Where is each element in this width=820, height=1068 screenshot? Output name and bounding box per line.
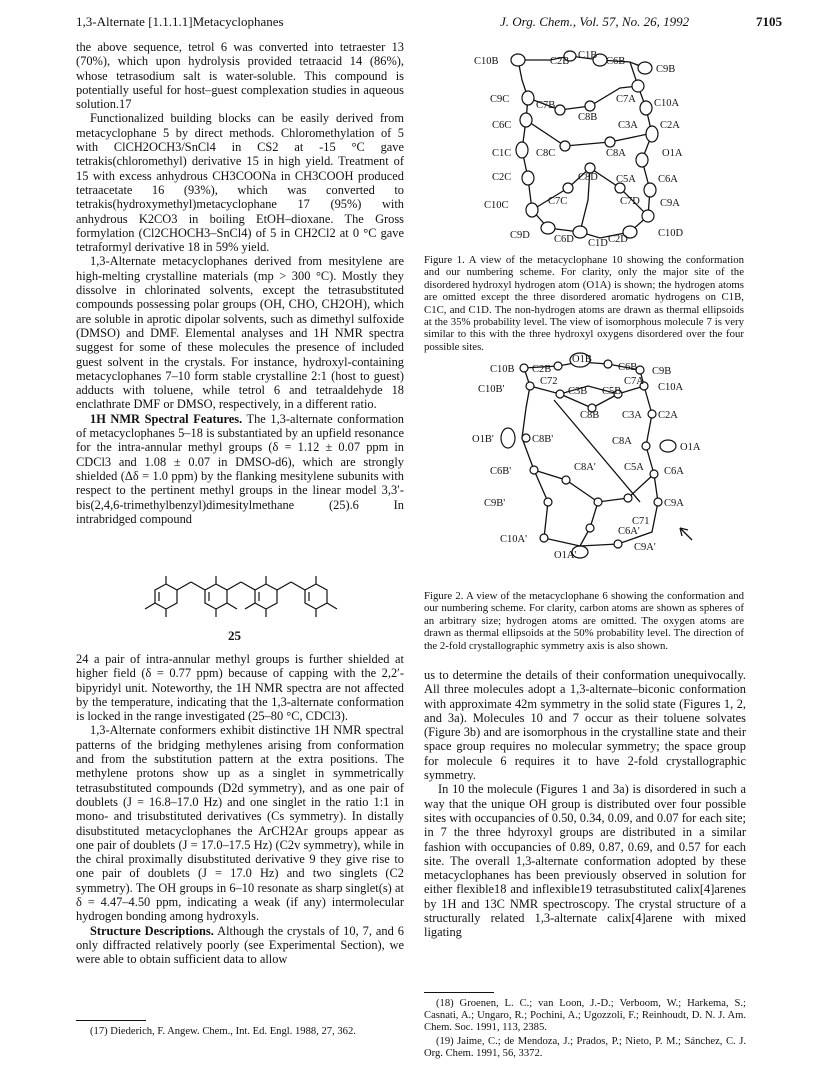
footnote-rule xyxy=(76,1020,146,1021)
svg-text:C6D: C6D xyxy=(554,234,574,245)
svg-text:C2C: C2C xyxy=(492,172,512,183)
svg-text:O1A: O1A xyxy=(680,442,701,453)
svg-text:C8D: C8D xyxy=(578,172,598,183)
svg-text:C71: C71 xyxy=(632,516,650,527)
svg-text:C9A': C9A' xyxy=(634,542,656,553)
svg-text:C72: C72 xyxy=(540,376,558,387)
footnote: (18) Groenen, L. C.; van Loon, J.-D.; Verboom, W.; Harkema, S.; Casnati, A.; Ungaro, R.; Pochini, A.; Ugozzoli, F.; Reinhoudt, D. N. J. Am. Chem. Soc. 1991, 113, 2385. xyxy=(424,998,746,1034)
footnote: (19) Jaime, C.; de Mendoza, J.; Prados, P.; Nieto, P. M.; Sánchez, C. J. Org. Chem. 1991, 56, 3372. xyxy=(424,1036,746,1060)
svg-text:C7D: C7D xyxy=(620,196,640,207)
svg-text:C9D: C9D xyxy=(510,230,530,241)
figure-2-ortep xyxy=(468,352,734,584)
right-column xyxy=(424,668,746,940)
svg-text:C8A: C8A xyxy=(612,436,632,447)
paragraph: us to determine the details of their conformation unequivocally. All three molecules adopt a 1,3-alternate–biconic conformation with approximate 42m symmetry in the solid state (Figures 1, 2, and 3a). Molecules 10 and 7 occur as their toluene solvates (Figure 3b) and are isomorphous in the crystalline state and their space group requires no molecular symmetry; the space group for molecule 6 requires it to have 2-fold crystallographic symmetry. xyxy=(424,668,746,783)
left-column xyxy=(76,40,404,526)
paragraph: 24 a pair of intra-annular methyl groups is further shielded at higher field (δ = 0.77 ppm) because of capping with the 2,2′-bipyridyl unit. Noteworthy, the 1H NMR spectra are not affected by the temperature, indicating that the 1,3-alternate conformation is locked in the range investigated (25–80 °C, CDCl3). xyxy=(76,652,404,724)
journal-citation: J. Org. Chem., Vol. 57, No. 26, 1992 xyxy=(500,14,690,29)
svg-text:O1A': O1A' xyxy=(554,550,577,561)
paragraph: 1,3-Alternate metacyclophanes derived from mesitylene are high-melting crystalline materials (mp > 300 °C). Mostly they dissolve in chlorinated solvents, except the tetrasubstituted compounds possessing polar groups (OH, CHO, CH2OH), which are soluble in aprotic dipolar solvents, such as dimethyl sulfoxide (DMSO) and DMF. Elemental analyses and 1H NMR spectra suggest for some of these molecules the presence of included guest solvent in the crystals. For instance, hydroxyl-containing metacyclophanes 7–10 form stable crystalline 2:1 (host to guest) adducts with toluene, while tetrol 6 and tetraaldehyde 18 enclathrate DMF or DMSO, respectively, in a different ratio. xyxy=(76,254,404,412)
svg-text:C10B': C10B' xyxy=(478,384,505,395)
svg-text:C9A: C9A xyxy=(664,498,684,509)
paragraph: In 10 the molecule (Figures 1 and 3a) is disordered in such a way that the unique OH group is distributed over four possible sites with occupancies of 0.50, 0.34, 0.09, and 0.07 for each site; in 7 the three hdyroxyl groups are distributed in a similar fashion with occupancies of 0.89, 0.87, 0.69, and 0.57 for each site. The overall 1,3-alternate conformation adopted by these metacyclophanes has been previously observed in solution for either flexible18 and inflexible19 tetrasubstituted calix[4]arenes by 1H and 13C NMR spectroscopy. The crystal structure of a structurally related 1,3-alternate calix[4]arene with mixed ligating xyxy=(424,782,746,940)
figure-2-caption: Figure 2. A view of the metacyclophane 6 showing the conformation and our numbering scheme. For clarity, carbon atoms are shown as spheres of an arbitrary size; hydrogen atoms are omitted. The oxygen atoms are drawn as thermal ellipsoids at the 50% probability level. The direction of the 2-fold crystallographic symmetry axis is also shown. xyxy=(424,590,744,652)
svg-text:C10A: C10A xyxy=(658,382,684,393)
svg-text:C6A: C6A xyxy=(664,466,684,477)
paragraph: 1H NMR Spectral Features. The 1,3-alternate conformation of metacyclophanes 5–18 is substantiated by an upfield resonance for the intra-annular methyl groups (δ = 1.12 ± 0.07 ppm in CDCl3 and 1.08 ± 0.07 in DMSO-d6), which are strongly shielded (Δδ = 1.0 ppm) by the flanking mesitylene subunits with respect to the pertinent methyl groups in the linear model 3,3′-bis(2,4,6-trimethylbenzyl)dimesitylmethane (25).6 In intrabridged compound xyxy=(76,411,404,526)
section-heading: 1H NMR Spectral Features. xyxy=(90,411,243,426)
svg-text:C7C: C7C xyxy=(548,196,568,207)
svg-text:C9B: C9B xyxy=(656,64,676,75)
svg-text:C2A: C2A xyxy=(658,410,678,421)
svg-text:C6B: C6B xyxy=(606,56,626,67)
figure-1-caption: Figure 1. A view of the metacyclophane 10 showing the conformation and our numbering scheme. For clarity, only the major site of the disordered hydroxyl hydrogen atom (O1A) is shown; the hydrogen atoms are omitted except the three disordered aromatic hydrogens on C1B, C1C, and C1D. The non-hydrogen atoms are drawn as thermal ellipsoids at the 35% probability level. The view of isomorphous molecule 7 is very similar to this with the three hydroxyl oxygens disordered over the four possible sites. xyxy=(424,254,744,353)
section-heading: Structure Descriptions. xyxy=(90,923,214,938)
svg-text:C6A': C6A' xyxy=(618,526,640,537)
svg-text:O1A: O1A xyxy=(662,148,683,159)
svg-text:C6B': C6B' xyxy=(490,466,512,477)
footnote-rule xyxy=(424,992,494,993)
svg-text:C10C: C10C xyxy=(484,200,509,211)
svg-text:C7A: C7A xyxy=(616,94,636,105)
page-number: 7105 xyxy=(756,14,782,29)
svg-text:C10D: C10D xyxy=(658,228,684,239)
compound-label: 25 xyxy=(228,628,241,643)
svg-text:C6A: C6A xyxy=(658,174,678,185)
svg-text:C2B: C2B xyxy=(550,56,570,67)
running-head: 1,3-Alternate [1.1.1.1]Metacyclophanes xyxy=(76,14,284,29)
footnote: (17) Diederich, F. Angew. Chem., Int. Ed. Engl. 1988, 27, 362. xyxy=(90,1026,356,1037)
svg-text:C2B: C2B xyxy=(532,364,552,375)
svg-text:C6B: C6B xyxy=(618,362,638,373)
svg-text:C3A: C3A xyxy=(618,120,638,131)
svg-text:C2D: C2D xyxy=(608,234,628,245)
svg-text:C5A: C5A xyxy=(624,462,644,473)
svg-text:C9A: C9A xyxy=(660,198,680,209)
paragraph: Structure Descriptions. Although the crystals of 10, 7, and 6 only diffracted relatively poorly (see Experimental Section), we were able to obtain sufficient data to allow xyxy=(76,923,404,967)
svg-text:C9C: C9C xyxy=(490,94,510,105)
svg-text:C3A: C3A xyxy=(622,410,642,421)
paragraph: 1,3-Alternate conformers exhibit distinctive 1H NMR spectral patterns of the bridging methylenes arising from conformation and from the substitution pattern at the extra positions. The methylene protons show up as a singlet in symmetrically tetrasubstituted compounds (D2d symmetry), and as one pair of doublets (J = 16.8–17.0 Hz) and one singlet in the ratio 1:1 in mono- and trisubstituted derivatives (Cs symmetry). In distally disubstituted metacyclophanes the ArCH2Ar groups appear as one pair of doublets (J = 17.0–17.5 Hz) (C2v symmetry), while in the chiral proximally disubstituted derivative 9 they give rise to one pair of doublets (J = 17.0 Hz) and two singlets (C2 symmetry). The OH groups in 6–10 resonate as sharp singlet(s) at δ = 4.47–4.50 ppm, indicating a weak (if any) intermolecular hydrogen bonding among hydroxyls. xyxy=(76,723,404,924)
svg-text:C3B: C3B xyxy=(568,386,588,397)
svg-text:C5A: C5A xyxy=(616,174,636,185)
svg-text:C7A: C7A xyxy=(624,376,644,387)
svg-text:C8B: C8B xyxy=(578,112,598,123)
left-column-continued xyxy=(76,652,404,967)
figure-1-ortep xyxy=(470,50,730,250)
svg-text:C9B': C9B' xyxy=(484,498,506,509)
svg-text:C10B: C10B xyxy=(474,56,499,67)
svg-text:C8C: C8C xyxy=(536,148,556,159)
svg-text:C5B: C5B xyxy=(602,386,622,397)
paragraph: Functionalized building blocks can be easily derived from metacyclophane 5 by direct methods. Chloromethylation of 5 with ClCH2OCH3/SnCl4 in CS2 at -15 °C gave tetrakis(chloromethyl) derivative 15 in high yield. Treatment of 15 with excess anhydrous CH3COONa in CH3COOH produced tetraacetate 16 (93%), which was converted to tetrakis(hydroxymethyl)metacyclophane 17 (95%) with anhydrous K2CO3 in boiling EtOH–dioxane. The Gross formylation (Cl2CHOCH3–SnCl4) of 5 in CH2Cl2 at 0 °C gave tetraformyl derivative 18 in 59% yield. xyxy=(76,111,404,255)
svg-text:C2A: C2A xyxy=(660,120,680,131)
svg-text:C1C: C1C xyxy=(492,148,512,159)
svg-text:C8B': C8B' xyxy=(532,434,554,445)
paragraph: the above sequence, tetrol 6 was converted into tetraester 13 (70%), which upon hydrolysis provided tetraacid 14 (86%), whose tetrasodium salt is water-soluble. This compound is potentially useful for host–guest complexation studies in aqueous solution.17 xyxy=(76,40,404,112)
svg-text:C10A: C10A xyxy=(654,98,680,109)
svg-text:C10A': C10A' xyxy=(500,534,527,545)
svg-text:C9B: C9B xyxy=(652,366,672,377)
svg-text:C8A': C8A' xyxy=(574,462,596,473)
svg-text:C8B: C8B xyxy=(580,410,600,421)
svg-text:C8A: C8A xyxy=(606,148,626,159)
svg-text:C10B: C10B xyxy=(490,364,515,375)
svg-text:C6C: C6C xyxy=(492,120,512,131)
svg-text:C1B: C1B xyxy=(578,50,598,61)
svg-text:C7B: C7B xyxy=(536,100,556,111)
svg-text:O1B': O1B' xyxy=(472,434,494,445)
svg-text:O1B: O1B xyxy=(572,354,592,365)
compound-25-structure xyxy=(130,572,360,622)
svg-text:C1D: C1D xyxy=(588,238,608,249)
